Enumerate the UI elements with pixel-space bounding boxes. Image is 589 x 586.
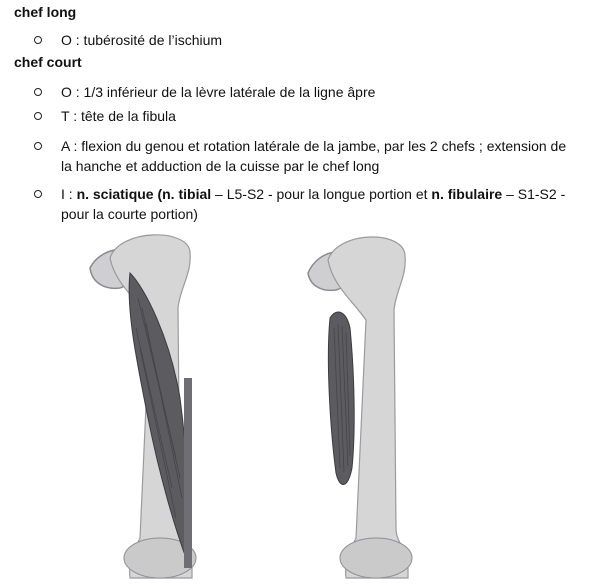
item-text	[61, 184, 574, 224]
item-text: O : 1/3 inférieur de la lèvre latérale de la ligne âpre	[61, 84, 376, 100]
list-item-origin-long	[34, 30, 574, 50]
item-text: A : flexion du genou et rotation latérale de la jambe, par les 2 chefs ; extension de la hanche et adduction de la cuisse par le chef long	[61, 138, 567, 174]
femur-illustration-left	[80, 228, 230, 580]
list-item-action	[34, 136, 574, 176]
bullet-circle-icon	[34, 88, 42, 96]
list-item-innervation	[34, 184, 574, 224]
bullet-circle-icon	[34, 142, 42, 150]
bullet-circle-icon	[34, 36, 42, 44]
tendon-shadow	[184, 378, 192, 568]
item-text: O : tubérosité de l’ischium	[61, 32, 223, 48]
bullet-circle-icon	[34, 190, 42, 198]
knee-condyles	[340, 538, 412, 578]
innervation-prefix: I :	[61, 186, 77, 202]
nerve-fibular: n. fibulaire	[431, 186, 503, 202]
list-item-terminaison	[34, 106, 574, 126]
item-text: T : tête de la fibula	[61, 108, 176, 124]
figure-biceps-femoris-short-head	[300, 228, 450, 580]
nerve-sciatic: n. sciatique (n. tibial	[76, 186, 212, 202]
heading-chef-court: chef court	[14, 54, 82, 70]
innervation-suffix: – S1-S2 - pour la courte portion)	[61, 186, 566, 222]
figure-biceps-femoris-long-head	[80, 228, 230, 580]
bullet-circle-icon	[34, 112, 42, 120]
list-item-origin-short	[34, 82, 574, 102]
heading-chef-long: chef long	[14, 4, 77, 20]
innervation-mid: – L5-S2 - pour la longue portion et	[211, 186, 432, 202]
femur-illustration-right	[300, 228, 450, 580]
